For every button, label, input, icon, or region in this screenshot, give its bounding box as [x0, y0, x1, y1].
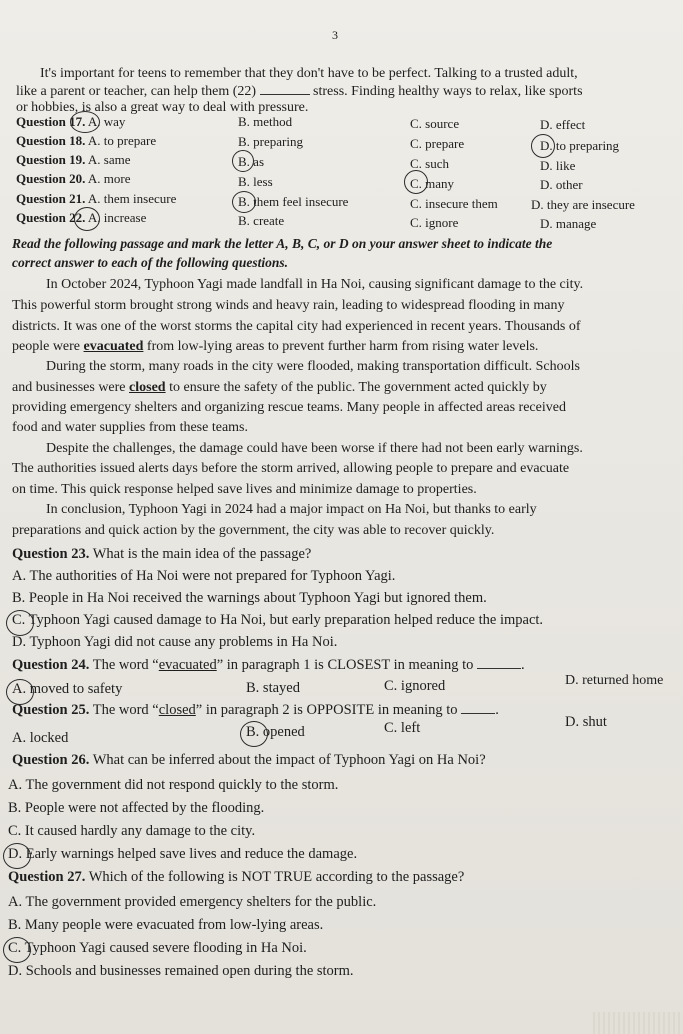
passage-p1-l3: districts. It was one of the worst storms the capital city had experienced in recent years. Thousands of	[12, 319, 581, 334]
text-span: from low-lying areas to prevent further harm from rising water levels.	[146, 339, 539, 354]
question-text: What is the main idea of the passage?	[92, 546, 312, 562]
option-a[interactable]: A. more	[87, 171, 131, 186]
question-label: Question 17.	[16, 114, 86, 129]
q24-option-a[interactable]: A. moved to safety	[12, 681, 123, 697]
q26-option-a[interactable]: A. The government did not respond quickly to the storm.	[8, 777, 339, 793]
passage-p2-l3: providing emergency shelters and organizing rescue teams. Many people in affected areas received	[12, 400, 566, 415]
passage-p4-l1: In conclusion, Typhoon Yagi in 2024 had a major impact on Ha Noi, but thanks to early	[46, 502, 537, 517]
passage-p1-l4	[12, 337, 538, 358]
answer-blank	[260, 84, 310, 95]
passage-p3-l2: The authorities issued alerts days before the storm arrived, allowing people to prepare and evacuate	[12, 461, 570, 476]
q23-option-d[interactable]: D. Typhoon Yagi did not cause any problems in Ha Noi.	[12, 634, 338, 650]
text-span: .	[521, 657, 525, 673]
option-d[interactable]: D. manage	[540, 216, 597, 231]
instruction-line-2: correct answer to each of the following questions.	[12, 255, 289, 270]
option-a[interactable]: A. them insecure	[87, 191, 177, 206]
cloze-question-18	[16, 133, 156, 149]
q25-option-d[interactable]: D. shut	[565, 714, 607, 730]
question-26	[12, 752, 486, 769]
intro-line-1: It's important for teens to remember that they don't have to be perfect. Talking to a trusted adult,	[40, 66, 578, 81]
option-b[interactable]: B. less	[238, 174, 273, 189]
option-c[interactable]: C. such	[410, 156, 449, 171]
text-span: ” in paragraph 1 is CLOSEST in meaning to	[216, 657, 474, 673]
option-b[interactable]: B. as	[238, 154, 264, 169]
question-label: Question 26.	[12, 752, 90, 768]
q24-option-d[interactable]: D. returned home	[565, 673, 664, 688]
q26-option-c[interactable]: C. It caused hardly any damage to the city.	[8, 823, 256, 839]
option-c[interactable]: C. prepare	[410, 136, 465, 151]
scan-edge-artifact	[593, 1012, 683, 1034]
q25-option-b[interactable]: B. opened	[246, 724, 305, 740]
option-d[interactable]: D. like	[540, 158, 576, 173]
q24-option-b[interactable]: B. stayed	[246, 680, 300, 696]
text-span: The word “	[92, 657, 159, 673]
q25-option-a[interactable]: A. locked	[12, 730, 69, 746]
underlined-word: evacuated	[158, 657, 217, 673]
option-d[interactable]: D. other	[540, 177, 583, 192]
passage-p2-l1: During the storm, many roads in the city were flooded, making transportation difficult. Schools	[46, 359, 580, 374]
question-label: Question 21.	[16, 191, 86, 206]
option-a[interactable]: A. way	[87, 114, 126, 129]
question-25	[12, 702, 499, 719]
question-text: Which of the following is NOT TRUE according to the passage?	[88, 869, 465, 885]
option-a[interactable]: A. increase	[87, 210, 147, 225]
q23-option-c[interactable]: C. Typhoon Yagi caused damage to Ha Noi, but early preparation helped reduce the impact.	[12, 612, 544, 628]
question-label: Question 23.	[12, 546, 90, 562]
q27-option-c[interactable]: C. Typhoon Yagi caused severe flooding in Ha Noi.	[8, 940, 307, 956]
underlined-word: closed	[158, 702, 196, 718]
q25-option-c[interactable]: C. left	[384, 720, 421, 736]
text-span: and businesses were	[12, 380, 126, 395]
question-27	[8, 869, 464, 886]
intro-line-3: or hobbies, is also a great way to deal with pressure.	[16, 100, 309, 115]
answer-blank	[477, 658, 521, 669]
passage-p3-l3: on time. This quick response helped save lives and minimize damage to properties.	[12, 482, 477, 497]
q23-option-b[interactable]: B. People in Ha Noi received the warnings about Typhoon Yagi but ignored them.	[12, 590, 487, 606]
passage-p1-l2: This powerful storm brought strong winds and heavy rain, leading to widespread flooding in many	[12, 298, 565, 313]
option-c[interactable]: C. insecure them	[410, 196, 498, 211]
question-label: Question 24.	[12, 657, 90, 673]
q26-option-b[interactable]: B. People were not affected by the flooding.	[8, 800, 265, 816]
text-span: to ensure the safety of the public. The government acted quickly by	[169, 380, 547, 395]
passage-p4-l2: preparations and quick action by the government, the city was able to recover quickly.	[12, 523, 495, 538]
passage-p2-l2	[12, 378, 547, 399]
text-span: .	[495, 702, 499, 718]
text-span: people were	[12, 339, 81, 354]
option-c[interactable]: C. ignore	[410, 215, 459, 230]
option-d[interactable]: D. effect	[540, 117, 586, 132]
question-label: Question 27.	[8, 869, 86, 885]
option-b[interactable]: B. them feel insecure	[238, 194, 349, 209]
underlined-word-evacuated: evacuated	[83, 339, 144, 354]
cloze-question-21	[16, 191, 176, 207]
question-label: Question 18.	[16, 133, 86, 148]
question-label: Question 25.	[12, 702, 90, 718]
underlined-word-closed: closed	[129, 380, 166, 395]
q23-option-a[interactable]: A. The authorities of Ha Noi were not prepared for Typhoon Yagi.	[12, 568, 396, 584]
cloze-question-20	[16, 171, 131, 187]
intro-line-2-b: stress. Finding healthy ways to relax, like sports	[313, 84, 583, 99]
cloze-question-17	[16, 114, 125, 130]
text-span: ” in paragraph 2 is OPPOSITE in meaning to	[195, 702, 458, 718]
q27-option-b[interactable]: B. Many people were evacuated from low-lying areas.	[8, 917, 324, 933]
option-a[interactable]: A. same	[87, 152, 131, 167]
question-label: Question 19.	[16, 152, 86, 167]
question-23	[12, 546, 311, 563]
passage-p1-l1: In October 2024, Typhoon Yagi made landfall in Ha Noi, causing significant damage to the city.	[46, 277, 584, 292]
q27-option-a[interactable]: A. The government provided emergency shelters for the public.	[8, 894, 377, 910]
option-b[interactable]: B. create	[238, 213, 285, 228]
question-text: What can be inferred about the impact of Typhoon Yagi on Ha Noi?	[92, 752, 486, 768]
q27-option-d[interactable]: D. Schools and businesses remained open during the storm.	[8, 963, 354, 979]
option-b[interactable]: B. preparing	[238, 134, 303, 149]
option-a[interactable]: A. to prepare	[87, 133, 157, 148]
cloze-question-22	[16, 210, 146, 226]
q24-option-c[interactable]: C. ignored	[384, 678, 446, 694]
option-c[interactable]: C. many	[410, 176, 455, 191]
text-span: The word “	[92, 702, 159, 718]
option-b[interactable]: B. method	[238, 114, 293, 129]
question-24	[12, 657, 525, 674]
option-c[interactable]: C. source	[410, 116, 460, 131]
option-d[interactable]: D. to preparing	[540, 138, 620, 153]
intro-line-2-a: like a parent or teacher, can help them (22)	[16, 84, 257, 99]
passage-p3-l1: Despite the challenges, the damage could have been worse if there had not been early warnings.	[46, 441, 583, 456]
page-number: 3	[332, 28, 338, 42]
answer-blank	[461, 703, 495, 714]
q26-option-d[interactable]: D. Early warnings helped save lives and reduce the damage.	[8, 846, 358, 862]
question-label: Question 20.	[16, 171, 86, 186]
option-d[interactable]: D. they are insecure	[531, 197, 635, 212]
passage-p2-l4: food and water supplies from these teams.	[12, 420, 248, 435]
cloze-question-19	[16, 152, 131, 168]
instruction-line-1: Read the following passage and mark the letter A, B, C, or D on your answer sheet to indicate the	[12, 236, 553, 251]
question-label: Question 22.	[16, 210, 86, 225]
